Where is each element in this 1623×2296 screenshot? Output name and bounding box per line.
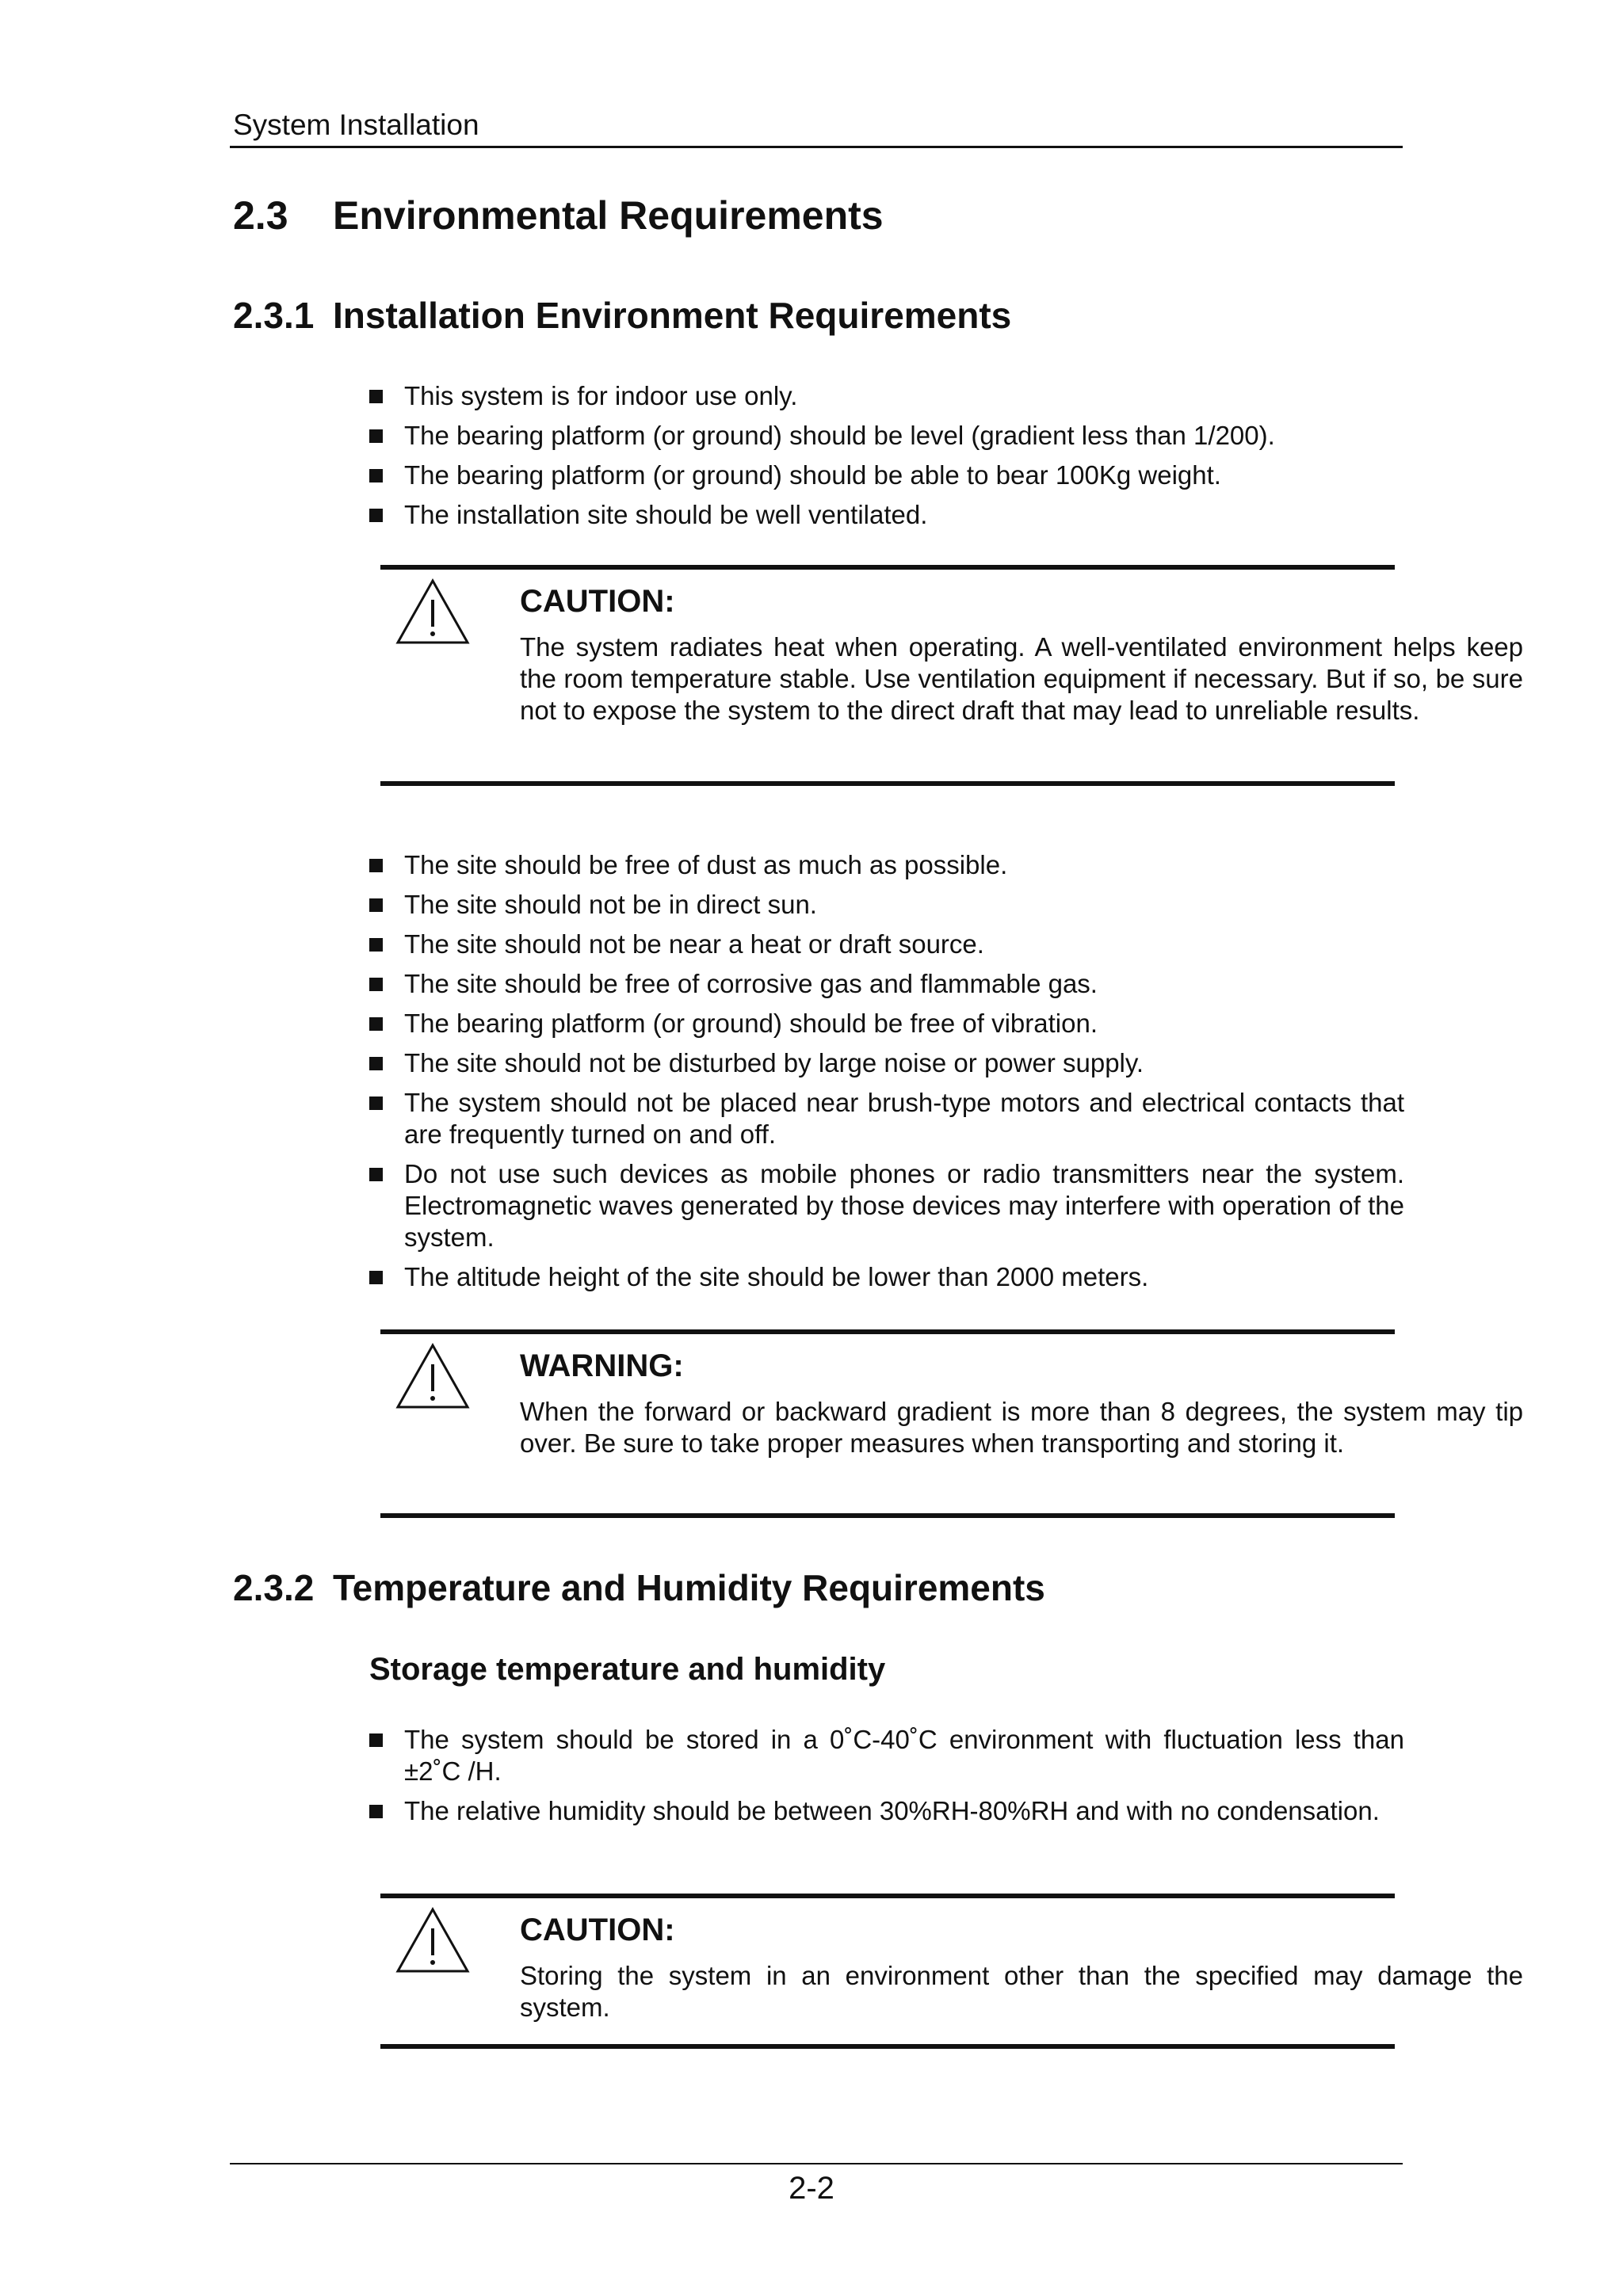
list-item: This system is for indoor use only. xyxy=(369,380,1404,412)
subsection-number: 2.3.2 xyxy=(233,1567,315,1608)
installation-list-2 xyxy=(369,849,1404,1293)
subsection-title: Temperature and Humidity Requirements xyxy=(333,1567,1045,1608)
section-number: 2.3 xyxy=(233,193,288,238)
subsection-heading-installation xyxy=(233,293,1011,338)
warning-title: WARNING: xyxy=(520,1348,684,1383)
caution-box-storage xyxy=(380,1894,1523,2049)
caution-box-ventilation xyxy=(380,565,1523,786)
list-item: The site should not be near a heat or draft source. xyxy=(369,929,1404,960)
list-item: The altitude height of the site should be lower than 2000 meters. xyxy=(369,1261,1404,1293)
storage-heading: Storage temperature and humidity xyxy=(369,1652,886,1687)
list-item: The site should not be in direct sun. xyxy=(369,889,1404,921)
list-item: The site should be free of corrosive gas and flammable gas. xyxy=(369,968,1404,1000)
list-item: The system should not be placed near brush-type motors and electrical contacts that are frequently turned on and off. xyxy=(369,1087,1404,1150)
list-item: The site should be free of dust as much as possible. xyxy=(369,849,1404,881)
page-number: 2-2 xyxy=(789,2171,834,2206)
warning-triangle-icon xyxy=(395,1342,471,1410)
list-item: The bearing platform (or ground) should be able to bear 100Kg weight. xyxy=(369,460,1404,491)
section-title: Environmental Requirements xyxy=(333,193,884,238)
list-item: The system should be stored in a 0˚C-40˚C environment with fluctuation less than ±2˚C /H. xyxy=(369,1724,1404,1787)
caution-body: Storing the system in an environment other than the specified may damage the system. xyxy=(520,1961,1523,2022)
warning-triangle-icon xyxy=(395,1906,471,1974)
section-heading xyxy=(233,192,884,239)
warning-box-gradient xyxy=(380,1329,1523,1518)
caution-title: CAUTION: xyxy=(520,584,675,619)
header-rule xyxy=(230,146,1403,148)
list-item: The installation site should be well ventilated. xyxy=(369,499,1404,531)
list-item: The relative humidity should be between 30%RH-80%RH and with no condensation. xyxy=(369,1795,1404,1827)
caution-body: The system radiates heat when operating. A well-ventilated environment helps keep the room temperature stable. Use ventilation equipment if necessary. But if so, be sure not to expose the system to the direct draft that may lead to unreliable results. xyxy=(520,632,1523,725)
list-item: The bearing platform (or ground) should be level (gradient less than 1/200). xyxy=(369,420,1404,452)
subsection-number: 2.3.1 xyxy=(233,295,315,336)
running-header: System Installation xyxy=(233,109,479,141)
subsection-title: Installation Environment Requirements xyxy=(333,295,1012,336)
list-item: The site should not be disturbed by large noise or power supply. xyxy=(369,1047,1404,1079)
warning-triangle-icon xyxy=(395,578,471,646)
footer-rule xyxy=(230,2163,1403,2164)
installation-list-1 xyxy=(369,380,1404,531)
warning-body: When the forward or backward gradient is more than 8 degrees, the system may tip over. Be sure to take proper measures when transporting and storing it. xyxy=(520,1397,1523,1458)
list-item: Do not use such devices as mobile phones or radio transmitters near the system. Electromagnetic waves generated by those devices may interfere with operation of the system. xyxy=(369,1158,1404,1253)
list-item: The bearing platform (or ground) should be free of vibration. xyxy=(369,1008,1404,1039)
subsection-heading-temperature xyxy=(233,1566,1045,1610)
caution-title: CAUTION: xyxy=(520,1913,675,1947)
storage-list xyxy=(369,1724,1404,1827)
